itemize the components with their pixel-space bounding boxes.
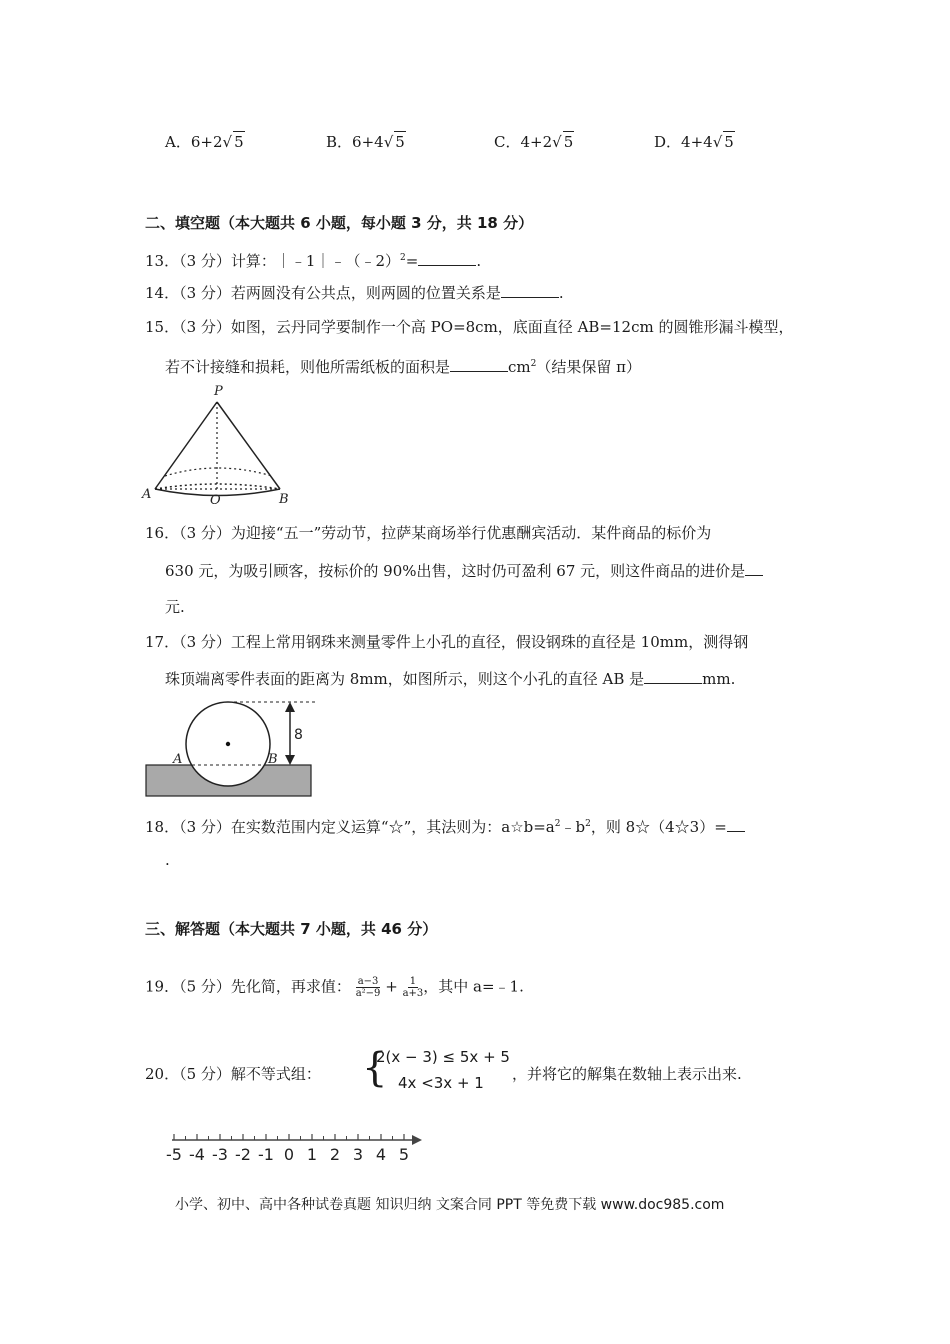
number-line-label: 3 [352,1145,364,1164]
ball-figure [140,695,320,800]
height-label: 8 [294,727,303,743]
answer-blank [745,561,763,576]
question-13: 13．（3 分）计算：｜﹣1｜﹣（﹣2）$^2$= . [145,252,482,270]
number-line-label: -2 [235,1145,251,1164]
fraction-2: $\frac{1}{a+3}$ [402,976,424,999]
fraction-1: $\frac{a-3}{\text{a²−9}}$ [355,976,381,999]
answer-blank [501,283,559,298]
question-15-line-1: 15．（3 分）如图，云丹同学要制作一个高 PO=8cm，底面直径 AB=12cm 的圆锥形漏斗模型， [145,318,794,336]
number-line-label: -5 [166,1145,182,1164]
cone-inner-ellipse [165,468,272,476]
number-line-label: 4 [375,1145,387,1164]
number-line-arrow [412,1135,422,1145]
section-2-heading: 二、填空题（本大题共 6 小题，每小题 3 分，共 18 分） [145,214,534,232]
answer-blank [450,357,508,372]
answer-blank [418,251,476,266]
question-17-line-2: 珠顶端离零件表面的距离为 8mm，如图所示，则这个小孔的直径 AB 是 mm. [165,670,736,688]
arrow-up [285,702,295,712]
number-line-label: 5 [398,1145,410,1164]
ball-center [226,742,230,746]
label-o: O [210,493,221,507]
question-19: 19．（5 分）先化简，再求值： $\frac{a-3}{\text{a²−9}}$ + $\frac{1}{a+3}$ ，其中 a=﹣1. [145,976,524,999]
question-16-line-1: 16．（3 分）为迎接“五一”劳动节，拉萨某商场举行优惠酬宾活动．某件商品的标价为 [145,524,712,542]
cone-left-edge [155,402,217,489]
option-d: D．4+4√ 5 [654,133,734,151]
number-line-label: 1 [306,1145,318,1164]
system-brace: { [362,1045,388,1091]
question-16-line-3: 元. [165,598,185,616]
label-a: A [173,752,183,767]
answer-blank [727,817,745,832]
inequality-1: 2(x − 3) ≤ 5x + 5 [376,1048,510,1066]
footer-text: 小学、初中、高中各种试卷真题 知识归纳 文案合同 PPT 等免费下载 www.doc985.com [175,1197,725,1213]
number-line-label: -1 [258,1145,274,1164]
cone-figure [140,382,300,507]
number-line-label: -4 [189,1145,205,1164]
option-c: C．4+2√ 5 [494,133,574,151]
number-line-label: 0 [283,1145,295,1164]
number-line-label: -3 [212,1145,228,1164]
number-line [158,1128,428,1168]
arrow-down [285,755,295,765]
question-18: 18．（3 分）在实数范围内定义运算“☆”，其法则为：$a☆b=a^2﹣b^2$，则 8☆（4☆3）= [145,814,745,837]
question-14: 14．（3 分）若两圆没有公共点，则两圆的位置关系是 . [145,284,564,302]
number-line-label: 2 [329,1145,341,1164]
question-16-line-2: 630 元，为吸引顾客，按标价的 90%出售，这时仍可盈利 67 元，则这件商品的进价是 [165,561,763,581]
label-a: A [142,487,152,502]
answer-blank [644,669,702,684]
question-17-line-1: 17．（3 分）工程上常用钢珠来测量零件上小孔的直径，假设钢珠的直径是 10mm，测得钢 [145,633,749,651]
inequality-2: 4x <3x + 1 [398,1074,484,1092]
option-a: A．6+2√ 5 [165,133,244,151]
label-p: P [214,384,223,399]
question-20-prefix: 20．（5 分）解不等式组： [145,1065,321,1083]
label-b: B [279,492,289,507]
section-3-heading: 三、解答题（本大题共 7 小题，共 46 分） [145,920,438,938]
label-b: B [268,752,278,767]
question-15-line-2: 若不计接缝和损耗，则他所需纸板的面积是 $cm^2$（结果保留 π） [165,358,642,376]
cone-right-edge [217,402,280,489]
question-18-line-2: . [165,851,170,869]
option-b: B．6+4√ 5 [326,133,405,151]
question-20-suffix: ，并将它的解集在数轴上表示出来. [512,1065,742,1083]
